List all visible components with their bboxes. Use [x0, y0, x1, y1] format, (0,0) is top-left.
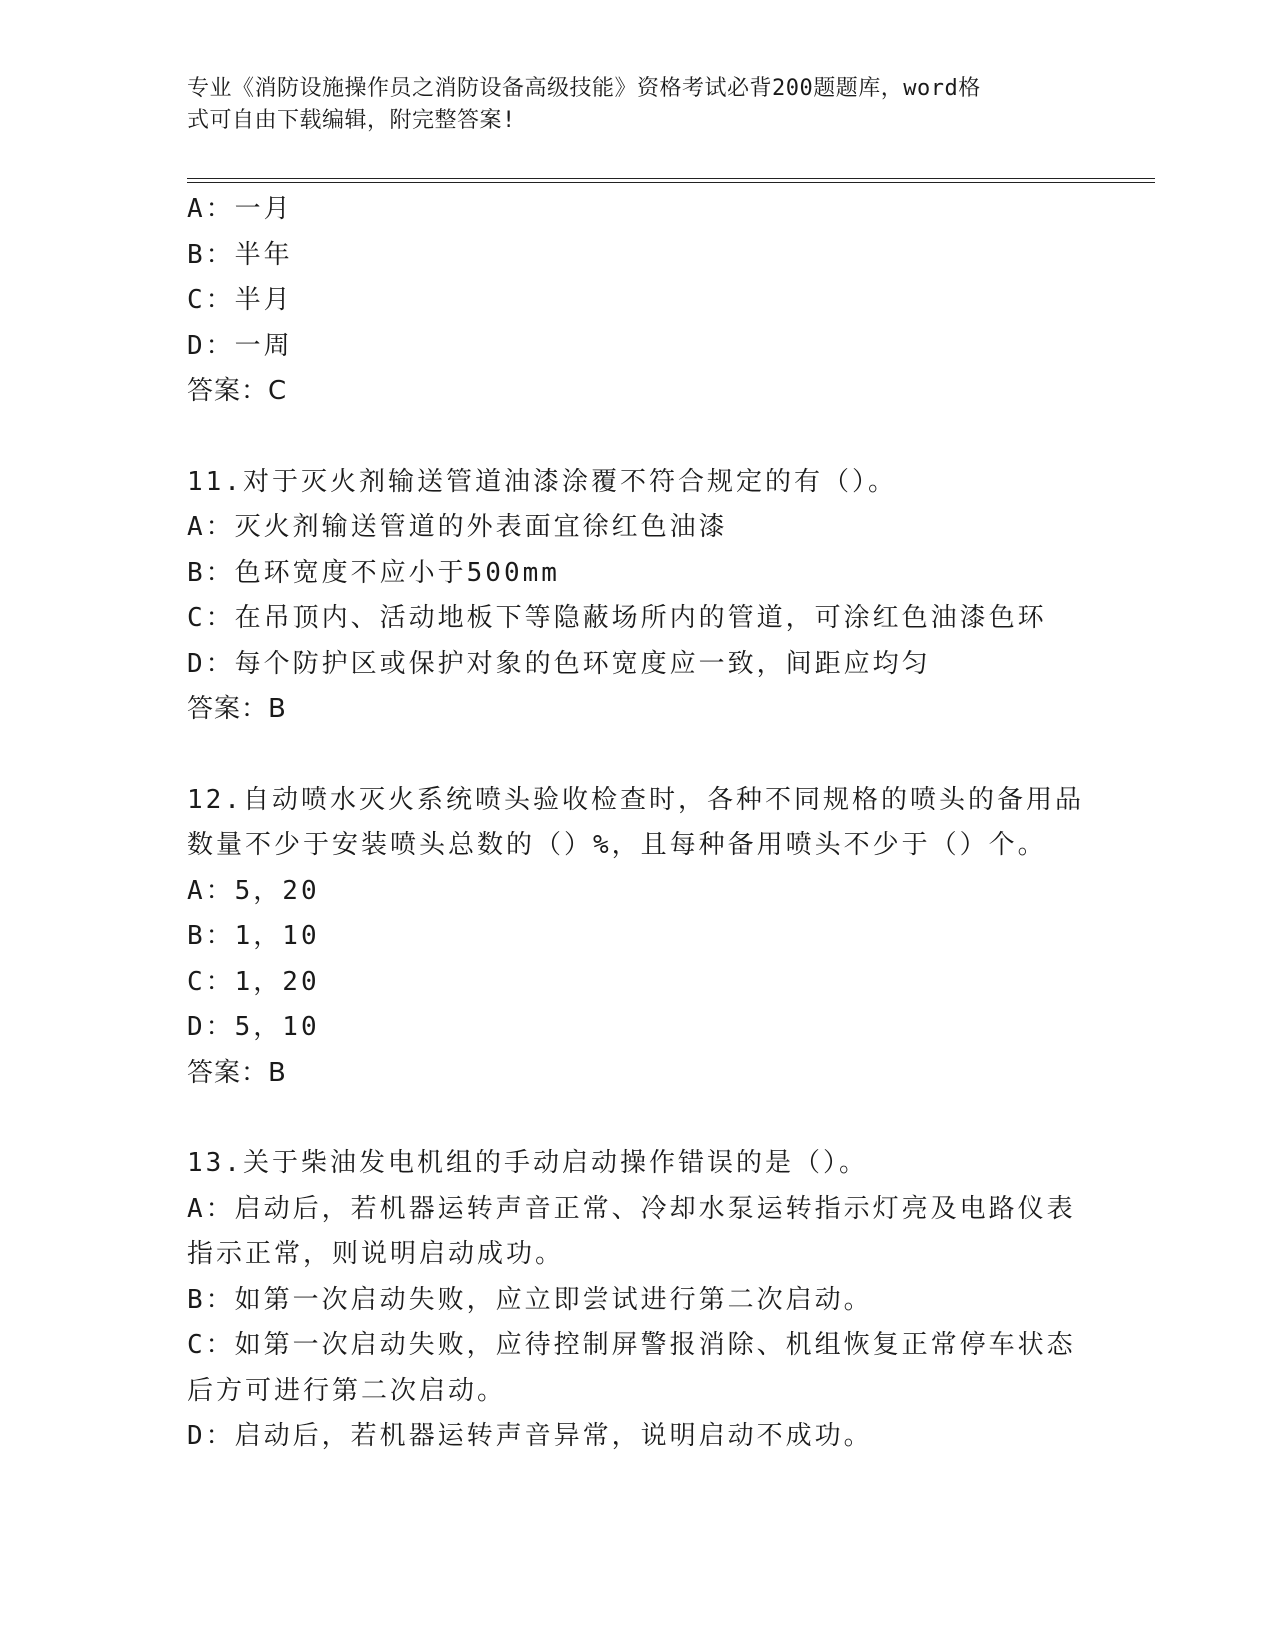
option-a: A：5，20	[187, 875, 320, 906]
option-a: A：灭火剂输送管道的外表面宜徐红色油漆	[187, 512, 728, 542]
option-b: B：半年	[187, 239, 293, 270]
option-d: D：5，10	[187, 1012, 320, 1042]
question-12	[187, 778, 1087, 1097]
option-c-line-1: C：如第一次启动失败，应待控制屏警报消除、机组恢复正常停车状态	[187, 1330, 1076, 1360]
option-b: B：色环宽度不应小于500mm	[187, 557, 560, 588]
answer-line: 答案：B	[187, 1057, 287, 1088]
option-a: A：一月	[187, 194, 293, 224]
question-stem-line-2: 数量不少于安装喷头总数的（）%，且每种备用喷头不少于（）个。	[187, 830, 1047, 860]
question-13	[187, 1141, 1087, 1460]
header-rule-bottom	[187, 182, 1155, 183]
question-stem-line-1: 12.自动喷水灭火系统喷头验收检查时，各种不同规格的喷头的备用品	[187, 784, 1084, 815]
spacer	[187, 1096, 1087, 1141]
spacer	[187, 733, 1087, 778]
answer-line: 答案：B	[187, 694, 287, 724]
option-d: D：每个防护区或保护对象的色环宽度应一致，间距应均匀	[187, 648, 931, 679]
header-line-2: 式可自由下载编辑，附完整答案!	[187, 108, 516, 133]
option-a-line-1: A：启动后，若机器运转声音正常、冷却水泵运转指示灯亮及电路仪表	[187, 1193, 1076, 1224]
option-d: D：一周	[187, 330, 293, 361]
header-rule-top	[187, 178, 1155, 179]
spacer	[187, 415, 1087, 460]
question-10	[187, 187, 1087, 415]
option-c: C：在吊顶内、活动地板下等隐蔽场所内的管道，可涂红色油漆色环	[187, 603, 1047, 633]
option-c-line-2: 后方可进行第二次启动。	[187, 1375, 507, 1406]
option-c: C：半月	[187, 285, 293, 315]
option-d: D：启动后，若机器运转声音异常，说明启动不成功。	[187, 1421, 873, 1451]
document-header	[187, 73, 1077, 137]
option-a-line-2: 指示正常，则说明启动成功。	[187, 1239, 565, 1269]
header-line-1: 专业《消防设施操作员之消防设备高级技能》资格考试必背200题题库，word格	[187, 76, 981, 101]
answer-line: 答案：C	[187, 376, 288, 406]
option-c: C：1，20	[187, 966, 320, 997]
question-11	[187, 460, 1087, 733]
option-b: B：如第一次启动失败，应立即尝试进行第二次启动。	[187, 1284, 873, 1315]
question-stem: 11.对于灭火剂输送管道油漆涂覆不符合规定的有（）。	[187, 466, 897, 497]
question-stem: 13.关于柴油发电机组的手动启动操作错误的是（）。	[187, 1148, 868, 1178]
option-b: B：1，10	[187, 921, 320, 951]
question-list	[187, 187, 1087, 1460]
